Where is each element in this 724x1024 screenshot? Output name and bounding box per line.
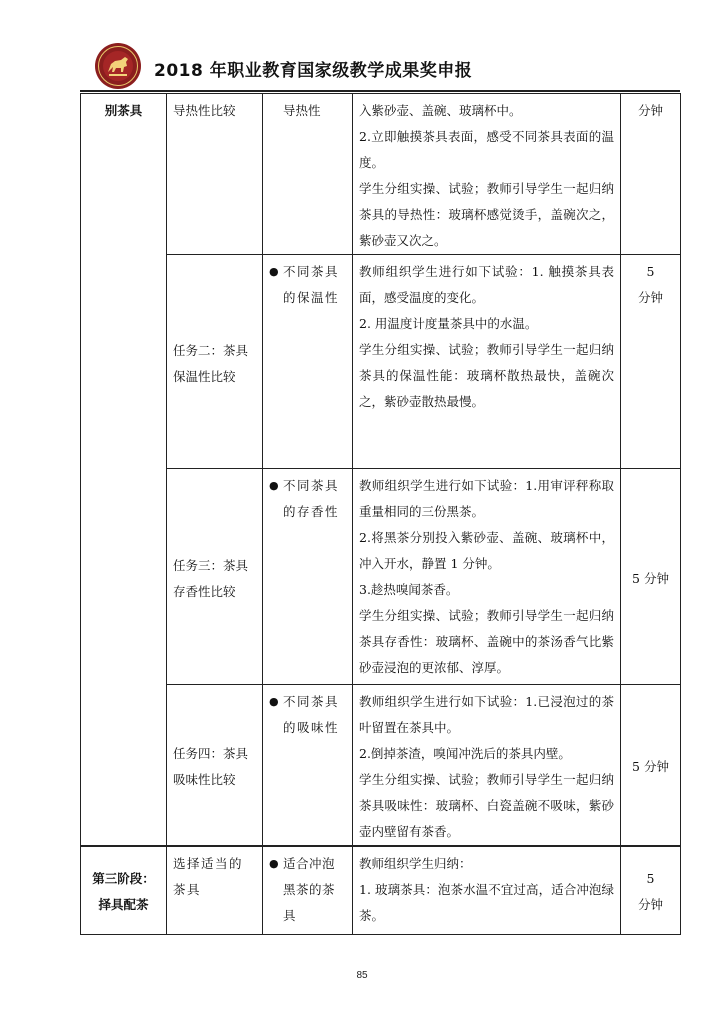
stage-cell xyxy=(81,846,167,934)
stage-label: 别茶具 xyxy=(104,103,143,118)
bullet-icon: ● xyxy=(269,265,279,278)
page-number: 85 xyxy=(356,970,368,981)
table-row xyxy=(81,94,681,255)
desc-line: 入紫砂壶、盖碗、玻璃杯中。 xyxy=(359,103,522,118)
desc-line: 2. 用温度计度量茶具中的水温。 xyxy=(359,316,538,331)
task-label: 任务二：茶具保温性比较 xyxy=(173,342,249,384)
desc-line: 教师组织学生归纳： xyxy=(359,856,472,871)
point-label: 不同茶具的保温性 xyxy=(283,264,340,305)
point-label: 适合冲泡黑茶的茶具 xyxy=(283,856,336,923)
school-emblem-logo-icon xyxy=(94,42,142,90)
desc-cell xyxy=(353,255,621,469)
task-cell xyxy=(167,469,263,685)
task-label: 任务三：茶具存香性比较 xyxy=(173,557,249,599)
point-label: 不同茶具的存香性 xyxy=(283,478,340,519)
desc-line: 学生分组实操、试验；教师引导学生一起归纳茶具存香性：玻璃杯、盖碗中的茶汤香气比紫砂壶浸泡的更浓郁、淳厚。 xyxy=(359,608,614,675)
bullet-icon: ● xyxy=(269,857,279,870)
time-cell xyxy=(621,255,681,469)
time-value: 5 xyxy=(646,264,655,279)
table-row xyxy=(81,469,681,685)
point-label: 不同茶具的吸味性 xyxy=(283,694,340,735)
task-cell xyxy=(167,255,263,469)
point-label: 导热性 xyxy=(283,103,321,118)
task-cell xyxy=(167,94,263,255)
desc-line: 3.趁热嗅闻茶香。 xyxy=(359,582,459,597)
desc-cell xyxy=(353,685,621,847)
desc-line: 2.倒掉茶渣，嗅闻冲洗后的茶具内壁。 xyxy=(359,746,571,761)
table-row xyxy=(81,685,681,847)
desc-line: 教师组织学生进行如下试验：1.已浸泡过的茶叶留置在茶具中。 xyxy=(359,694,614,735)
time-cell xyxy=(621,846,681,934)
stage-label: 第三阶段：择具配茶 xyxy=(92,871,155,913)
task-label: 选择适当的茶具 xyxy=(173,856,244,897)
desc-line: 教师组织学生进行如下试验：1. 触摸茶具表面，感受温度的变化。 xyxy=(359,264,614,305)
stage-cell xyxy=(81,94,167,847)
time-label: 分钟 xyxy=(637,103,663,118)
time-label: 5 分钟 xyxy=(632,759,669,774)
time-cell xyxy=(621,94,681,255)
time-cell xyxy=(621,469,681,685)
desc-cell xyxy=(353,469,621,685)
lesson-plan-table xyxy=(80,93,681,935)
desc-line: 2.将黑茶分别投入紫砂壶、盖碗、玻璃杯中，冲入开水，静置 1 分钟。 xyxy=(359,530,614,571)
desc-line: 学生分组实操、试验；教师引导学生一起归纳茶具的导热性：玻璃杯感觉烫手，盖碗次之，紫砂壶又次之。 xyxy=(359,181,614,248)
time-cell xyxy=(621,685,681,847)
document-title: 2018 年职业教育国家级教学成果奖申报 xyxy=(154,61,473,81)
desc-line: 2.立即触摸茶具表面，感受不同茶具表面的温度。 xyxy=(359,129,614,170)
point-cell xyxy=(263,94,353,255)
task-label: 导热性比较 xyxy=(173,103,236,118)
task-cell xyxy=(167,685,263,847)
desc-line: 学生分组实操、试验；教师引导学生一起归纳茶具的保温性能：玻璃杯散热最快，盖碗次之，紫砂壶散热最慢。 xyxy=(359,342,614,409)
point-cell xyxy=(263,255,353,469)
task-label: 任务四：茶具吸味性比较 xyxy=(173,746,249,787)
table-row xyxy=(81,255,681,469)
page-header xyxy=(94,42,654,90)
desc-cell xyxy=(353,846,621,934)
task-cell xyxy=(167,846,263,934)
bullet-icon: ● xyxy=(269,695,279,708)
time-label: 5 分钟 xyxy=(632,570,669,586)
point-cell xyxy=(263,469,353,685)
header-divider xyxy=(80,90,680,92)
time-value: 5 xyxy=(646,871,655,887)
point-cell xyxy=(263,846,353,934)
time-unit: 分钟 xyxy=(637,897,663,913)
bullet-icon: ● xyxy=(269,479,279,492)
table-row xyxy=(81,846,681,934)
desc-cell xyxy=(353,94,621,255)
desc-line: 1. 玻璃茶具：泡茶水温不宜过高，适合冲泡绿茶。 xyxy=(359,882,614,923)
time-unit: 分钟 xyxy=(637,290,663,305)
point-cell xyxy=(263,685,353,847)
desc-line: 教师组织学生进行如下试验：1.用审评秤称取重量相同的三份黑茶。 xyxy=(359,478,614,519)
desc-line: 学生分组实操、试验；教师引导学生一起归纳茶具吸味性：玻璃杯、白瓷盖碗不吸味，紫砂壶内壁留有茶香。 xyxy=(359,772,614,839)
